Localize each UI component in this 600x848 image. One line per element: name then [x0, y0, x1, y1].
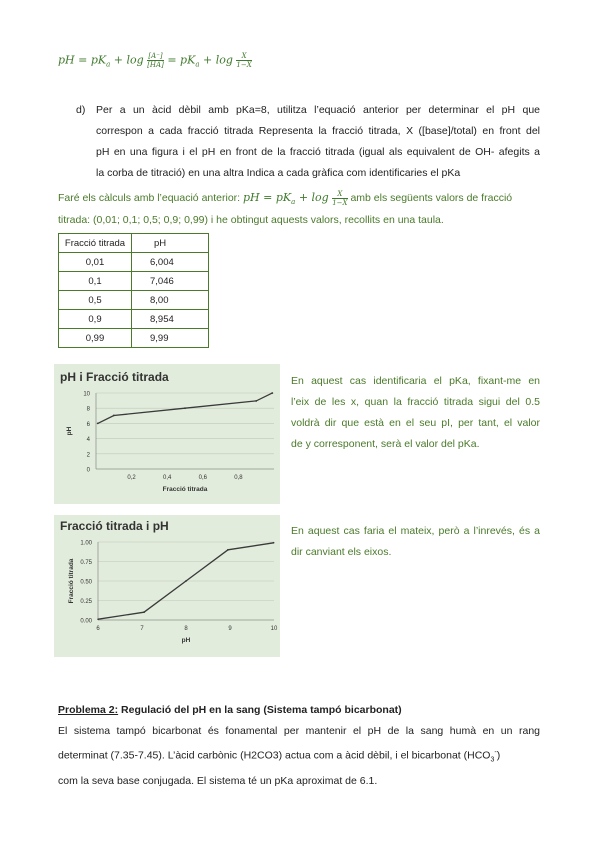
- answer-eq-log: + log: [298, 191, 329, 204]
- chart1-y-tick-label: 2: [86, 452, 90, 459]
- side-text-1: [291, 371, 540, 455]
- chart1-title: pH i Fracció titrada: [60, 370, 169, 384]
- chart2-x-tick-label: 7: [140, 626, 144, 632]
- chart-fraction-vs-ph: [54, 515, 280, 657]
- problem2-title: [58, 700, 402, 721]
- chart1-data-point: [255, 400, 257, 402]
- chart2-y-axis-label: Fracció titrada: [68, 558, 75, 604]
- chart2-data-point: [97, 618, 99, 620]
- chart1-y-tick-label: 10: [83, 391, 90, 398]
- problem2-close: ): [496, 749, 501, 762]
- eq-frac1-num: [A⁻]: [148, 52, 163, 60]
- eq-plus-log-2: + log: [203, 53, 233, 67]
- problem2-line2-text: determinat (7.35-7.45). L’àcid carbònic (H2CO3) actua com a àcid dèbil, i el bicarbonat (HCO: [58, 749, 491, 762]
- table-row: [59, 329, 209, 348]
- eq-plus-log: + log: [113, 53, 144, 67]
- side2-line: dir canviant els eixos.: [291, 546, 392, 558]
- table-cell: 9,99: [132, 329, 209, 348]
- side1-line: l’eix de les x, quan la fracció titrada sigui del 0.5: [291, 396, 540, 408]
- chart2-data-point: [143, 611, 145, 613]
- chart1-data-point: [97, 422, 99, 424]
- table-row: [59, 272, 209, 291]
- table-row: [59, 291, 209, 310]
- chart2-svg: [54, 515, 280, 657]
- answer-eq-lhs: pH = pK: [243, 191, 292, 204]
- table-cell: 0,9: [59, 310, 132, 329]
- table-cell: 8,00: [132, 291, 209, 310]
- chart1-y-tick-label: 0: [86, 467, 90, 474]
- chart1-y-axis-label: pH: [66, 426, 73, 436]
- eq-sub-a: a: [106, 60, 111, 69]
- chart1-x-axis-label: Fracció titrada: [162, 486, 208, 493]
- item-d-line: Per a un àcid dèbil amb pKa=8, utilitza l’equació anterior per determinar el pH que: [96, 104, 540, 116]
- chart1-x-tick-label: 0,6: [198, 475, 207, 481]
- chart2-data-point: [185, 580, 187, 582]
- chart2-x-tick-label: 10: [270, 626, 278, 632]
- chart2-x-axis-label: pH: [181, 637, 191, 644]
- chart1-x-tick-label: 0,8: [234, 475, 243, 481]
- side2-line: En aquest cas faria el mateix, però a l’inrevés, és a: [291, 525, 540, 537]
- answer-equation: [243, 189, 348, 207]
- eq-frac1-den: [HA]: [147, 61, 164, 69]
- side1-line: voldrà dir que està en el seu pI, per tant, el valor: [291, 417, 540, 429]
- problem2-line: com la seva base conjugada. El sistema té un pKa aproximat de 6.1.: [58, 774, 378, 787]
- eq-sub-a-2: a: [195, 60, 200, 69]
- chart1-x-tick-label: 0,4: [163, 475, 172, 481]
- table-cell: 0,5: [59, 291, 132, 310]
- problem2-sub: 3: [490, 756, 495, 764]
- table-cell: 6,004: [132, 253, 209, 272]
- item-d-line: la corba de titració) en una altra Indica a cada gràfica com identificaries el pKa: [96, 167, 461, 179]
- eq-frac2-num: X: [236, 52, 251, 61]
- table-header-fraction: Fracció titrada: [59, 234, 132, 253]
- chart2-x-tick-label: 6: [96, 626, 100, 632]
- problem2-line: El sistema tampó bicarbonat és fonamental per mantenir el pH de la sang humà en un rang: [58, 725, 540, 737]
- problem2-title-rest: Regulació del pH en la sang (Sistema tampó bicarbonat): [118, 704, 402, 716]
- table-header-ph: pH: [132, 234, 209, 253]
- answer-eq-fraction: [332, 190, 347, 207]
- chart2-y-tick-label: 0.75: [80, 560, 92, 566]
- eq-frac2-den: 1−X: [236, 61, 252, 69]
- chart1-data-point: [184, 407, 186, 409]
- eq-equals-pk: = pK: [167, 53, 196, 67]
- table-cell: 7,046: [132, 272, 209, 291]
- answer-pre: Faré els càlculs amb l’equació anterior:: [58, 192, 244, 204]
- problem2-line-2: [58, 742, 540, 771]
- chart2-title: Fracció titrada i pH: [60, 519, 169, 533]
- chart1-y-tick-label: 6: [86, 421, 90, 428]
- side-text-2: [291, 521, 540, 563]
- table-cell: 0,01: [59, 253, 132, 272]
- chart2-x-tick-label: 9: [228, 626, 232, 632]
- chart1-data-point: [271, 392, 273, 394]
- item-d-line: correspon a cada fracció titrada Representa la fracció titrada, X ([base]/total) en front del: [96, 125, 540, 137]
- chart1-y-tick-label: 8: [86, 406, 90, 413]
- eq-lhs: pH = pK: [58, 53, 107, 67]
- chart2-y-tick-label: 0.50: [80, 579, 92, 586]
- answer-eq-num: X: [332, 190, 347, 199]
- answer-post: amb els següents valors de fracció: [347, 192, 513, 204]
- table-cell: 0,1: [59, 272, 132, 291]
- chart1-svg: [54, 364, 280, 504]
- problem2-sup: -: [494, 749, 497, 756]
- item-d-marker: d): [76, 104, 86, 116]
- table-cell: 8,954: [132, 310, 209, 329]
- answer-line-2: titrada: (0,01; 0,1; 0,5; 0,9; 0,99) i he obtingut aquests valors, recollits en una taula.: [58, 214, 444, 226]
- item-d-text: [96, 100, 540, 184]
- side1-line: En aquest cas identificaria el pKa, fixant-me en: [291, 375, 540, 387]
- table-cell: 0,99: [59, 329, 132, 348]
- chart-ph-vs-fraction: [54, 364, 280, 504]
- problem2-body: [58, 721, 540, 792]
- problem2-label: Problema 2:: [58, 704, 119, 716]
- data-table: [58, 233, 209, 348]
- chart2-data-point: [273, 542, 275, 544]
- table-row: [59, 310, 209, 329]
- chart2-x-tick-label: 8: [184, 626, 188, 632]
- chart1-x-tick-label: 0,2: [127, 475, 136, 481]
- side1-line: de y corresponent, serà el valor del pKa.: [291, 438, 480, 450]
- eq-fraction-2: [236, 52, 251, 69]
- eq-fraction-1: [147, 52, 164, 69]
- answer-eq-den: 1−X: [332, 198, 348, 207]
- chart2-y-tick-label: 1.00: [80, 540, 92, 547]
- chart2-data-point: [227, 549, 229, 551]
- henderson-equation: [58, 52, 252, 69]
- table-header-row: [59, 234, 209, 253]
- chart1-data-point: [113, 415, 115, 417]
- table-row: [59, 253, 209, 272]
- chart2-y-tick-label: 0.25: [80, 599, 92, 605]
- chart2-y-tick-label: 0.00: [80, 618, 92, 625]
- chart1-y-tick-label: 4: [86, 437, 90, 444]
- answer-eq-sub: a: [291, 198, 296, 207]
- item-d-line: pH en una figura i el pH en front de la fracció titrada (igual als equivalent de OH- afegits a: [96, 146, 540, 158]
